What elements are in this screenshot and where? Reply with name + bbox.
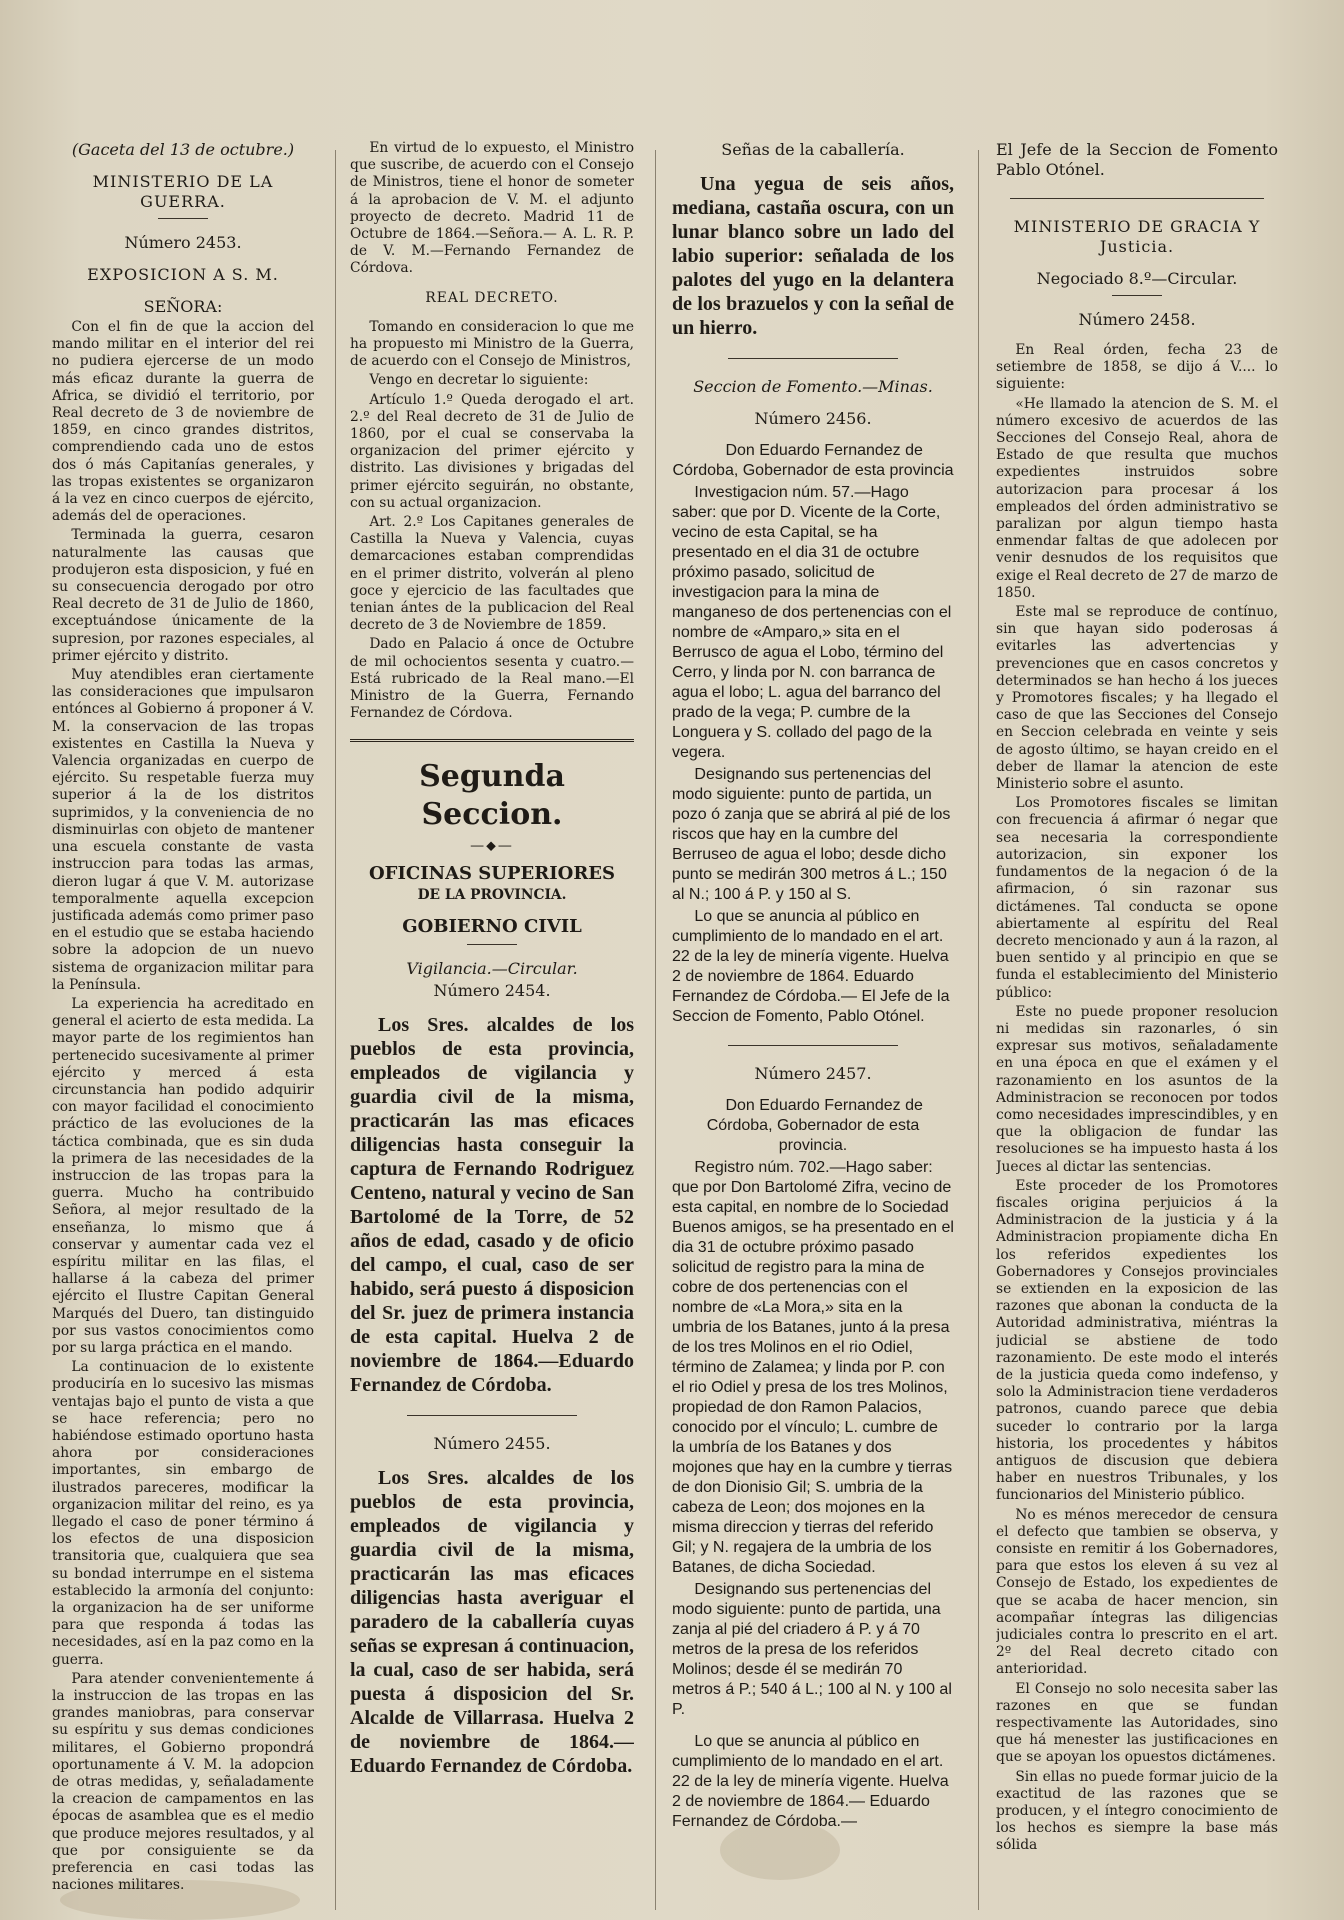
separator: [728, 358, 897, 359]
notice-text: Los Sres. alcaldes de los pueblos de esta provincia, empleados de vigilancia y guardia civil de la misma, practicarán las mas eficaces diligencias hasta averiguar el paradero de la caballería cuyas señas se expresan á continuacion, la cual, caso de ser habida, será puesta á disposicion del Sr. Alcalde de Villarrasa. Huelva 2 de noviembre de 1864.—Eduardo Fernandez de Córdoba.: [350, 1466, 634, 1777]
paragraph: La experiencia ha acreditado en general el acierto de esta medida. La mayor parte de los regimientos han pertenecido sucesivamente al primer ejército y merced á esta circunstancia han podido adquirir con mayor facilidad el conocimiento práctico de las evoluciones de la táctica combinada, que es sin duda la primera de las necesidades de la instruccion de las tropas para la guerra. Mucho ha contribuido Señora, al mejor resultado de la enseñanza, lo mismo que á conservar y aumentar cada vez el espíritu militar en las filas, el hallarse á la cabeza del primer ejército el Ilustre Capitan General Marqués del Duero, tan distinguido por sus vastos conocimientos como por su larga práctica en el mando.: [52, 995, 314, 1356]
governor-line: Don Eduardo Fernandez de Córdoba, Gobernador de esta provincia: [672, 442, 954, 479]
offices-heading: OFICINAS SUPERIORES: [369, 862, 615, 884]
real-decreto-heading: REAL DECRETO.: [425, 289, 559, 306]
salutation: SEÑORA:: [143, 297, 223, 316]
paragraph: Designando sus pertenencias del modo siguiente: punto de partida, un pozo ó zanja que se abrirá al pié de los riscos que hay en la cumbre del Berruseo de agua el lobo; desde dicho punto se medirán 300 metros á L.; 150 al N.; 100 á P. y 150 al S.: [672, 766, 951, 903]
paragraph: En Real órden, fecha 23 de setiembre de 1858, se dijo á V.... lo siguiente:: [996, 342, 1278, 393]
article-number: Número 2454.: [433, 980, 551, 1000]
separator: [728, 1045, 897, 1046]
paragraph: No es ménos merecedor de censura el defecto que tambien se observa, y consiste en remitir á los Gobernadores, para que estos los eleven á su vez al Consejo de Estado, los expedientes de que se acaba de hacer mencion, sin acompañar íntegras las diligencias judiciales contra lo prescrito en el art. 2º del Real decreto citado con anterioridad.: [996, 1506, 1278, 1678]
column-3: [672, 140, 954, 1920]
ministry-heading: MINISTERIO DE LA GUERRA.: [92, 172, 274, 211]
paragraph: Para atender convenientemente á la instruccion de las tropas en las grandes maniobras, para conservar su espíritu y sus demas condiciones militares, el Gobierno propondrá oportunamente á V. M. la adopcion de otras medidas, y, señaladamente la creacion de campamentos en las épocas de asamblea que es el medio que produce mejores resultados, y al que por consiguiente se da preferencia en casi todas las naciones militares.: [52, 1670, 314, 1894]
governor-line: Don Eduardo Fernandez de Córdoba, Gobernador de esta provincia.: [706, 1097, 923, 1154]
paragraph: Este proceder de los Promotores fiscales origina perjuicios á la Administracion de la justicia y á la Administracion propiamente dicha En los referidos expedientes los Gobernadores y Consejos provinciales se extienden en la exposicion de las razones que abonan la conducta de la Autoridad administrativa, miéntras la judicial se abstiene de todo razonamiento. De este modo el interés de la justicia queda como indefenso, y solo la Administracion tiene verdaderos patronos, cuando parece que debia suceder lo contrario por la larga historia, los procedentes y hábitos antiguos de discusion que debiera haber en nuestros Tribunales, y los funcionarios del Ministerio público.: [996, 1177, 1278, 1504]
paragraph: Los Promotores fiscales se limitan con frecuencia á afirmar ó negar que sea necesaria la correspondiente autorizacion, sin exponer los fundamentos de la negacion ó de la afirmacion, ó sin razonar sus dictámenes. Tal conducta se opone abiertamente al espíritu del Real decreto mencionado y aun á la razon, al buen sentido y al principio en que se funda el establecimiento del Ministerio público:: [996, 795, 1278, 1001]
paragraph: Artículo 1.º Queda derogado el art. 2.º del Real decreto de 31 de Julio de 1860, por el cual se conservaba la organizacion del primer ejército y distrito. Las divisiones y brigadas del primer ejército seguirán, no obstante, con su actual organizacion.: [350, 391, 634, 511]
section-title: Segunda Seccion.: [419, 758, 565, 832]
province-subheading: DE LA PROVINCIA.: [417, 886, 567, 903]
column-4: [996, 140, 1278, 1920]
vigilance-heading: Vigilancia.—Circular.: [406, 958, 578, 978]
mining-notice-1: [672, 441, 954, 1027]
paragraph: Sin ellas no puede formar juicio de la exactitud de las razones que se producen, y el íntegro conocimiento de los hechos es siempre la base más sólida: [996, 1768, 1278, 1854]
paragraph: Designando sus pertenencias del modo siguiente: punto de partida, una zanja al pié del criadero á P. y á 70 metros de la presa de los referidos Molinos; desde él se medirán 70 metros á P.; 540 á L.; 100 al N. y 100 al P.: [672, 1581, 952, 1718]
horse-description: Una yegua de seis años, mediana, castaña oscura, con un lunar blanco sobre un lado del labio superior: señalada de los palotes del yugo en la delantera de los brazuelos y con la señal de un hierro.: [672, 173, 954, 339]
exposition-heading: EXPOSICION A S. M.: [87, 265, 279, 284]
paragraph: Registro núm. 702.—Hago saber: que por Don Bartolomé Zifra, vecino de esta capital, en nombre de lo Sociedad Buenos amigos, se ha presentado en el dia 31 de octubre próximo pasado solicitud de registro para la mina de cobre de dos pertenencias con el nombre de «La Mora,» sita en la umbria de los Batanes, junto á la presa de los tres Molinos en el rio Odiel, término de Zalamea; y linda por P. con el rio Odiel y presa de los tres Molinos, propiedad de don Ramon Palacios, conocido por el vínculo; L. cumbre de la umbría de los Batanes y dos mojones que hay en la cumbre y tierras de don Dionisio Gil; S. umbria de la cabeza de Leon; dos mojones en la misma direccion y tierras del referido Gil; y N. regajera de la umbria de los Batanes, de dicha Sociedad.: [672, 1159, 954, 1576]
paragraph: Este mal se reproduce de contínuo, sin que hayan sido poderosas á evitarles las advertencias y prevenciones que en casos concretos y determinados se han hecho á los jueces y Promotores fiscales; y ha llegado el caso de que las Secciones del Consejo en Seccion celebrada en veinte y seis de agosto último, se hayan creido en el deber de llamar la atencion de este Ministerio sobre el asunto.: [996, 604, 1278, 793]
article-number: Número 2456.: [754, 409, 872, 428]
paragraph: Investigacion núm. 57.—Hago saber: que por D. Vicente de la Corte, vecino de esta Capital, se ha presentado en el dia 31 de octubre próximo pasado, solicitud de investigacion para la mina de manganeso de dos pertenencias con el nombre de «Amparo,» sita en el Berrusco de agua el Lobo, término del Cerro, y linda por N. con barranca de agua el lobo; L. agua del barranco del prado de la vega; P. cumbre de la Longuera y S. collado del pago de la vegera.: [672, 484, 952, 761]
column-rule: [978, 150, 979, 1910]
separator: [467, 944, 517, 945]
paragraph: La continuacion de lo existente produciría en lo sucesivo las mismas ventajas bajo el punto de vista a que se hace referencia; pero no habiéndose estimado oportuno hasta ahora por consideraciones importantes, sin embargo de ilustrados pareceres, modificar la organizacion militar del reino, es ya llegado el caso de poner término á los efectos de una disposicion transitoria que, cualquiera que sea su bondad interrumpe en el sistema establecido la armonía del conjunto: la organizacion ha de ser uniforme para que responda á todas las necesidades, así en la paz como en la guerra.: [52, 1359, 314, 1668]
paragraph: Lo que se anuncia al público en cumplimiento de lo mandado en el art. 22 de la ley de minería vigente. Huelva 2 de noviembre de 1864. Eduardo Fernandez de Córdoba.— El Jefe de la Seccion de Fomento, Pablo Otónel.: [672, 908, 950, 1025]
paragraph: Art. 2.º Los Capitanes generales de Castilla la Nueva y Valencia, cuyas demarcaciones estaban comprendidas en el primer distrito, volverán al pleno goce y ejercicio de las facultades que tenian ántes de la publicacion del Real decreto de 3 de Noviembre de 1859.: [350, 514, 634, 634]
paragraph: Terminada la guerra, cesaron naturalmente las causas que produjeron esta disposicion, y fué en su consecuencia derogado por otro Real decreto de 31 de Julio de 1860, exceptuándose únicamente de la supresion, por razones especiales, al primer ejército y distrito.: [52, 527, 314, 664]
paragraph: Tomando en consideracion lo que me ha propuesto mi Ministro de la Guerra, de acuerdo con el Consejo de Ministros,: [350, 318, 634, 370]
column-rule: [655, 150, 656, 1910]
separator: [1010, 198, 1264, 199]
separator: [407, 1415, 577, 1416]
notice-text: Los Sres. alcaldes de los pueblos de esta provincia, empleados de vigilancia y guardia civil de la misma, practicarán las mas eficaces diligencias hasta conseguir la captura de Fernando Rodriguez Centeno, natural y vecino de San Bartolomé de la Torre, de 52 años de edad, casado y de oficio del campo, el cual, caso de ser habido, será puesto á disposicion del Sr. juez de primera instancia de esta capital. Huelva 2 de noviembre de 1864.—Eduardo Fernandez de Córdoba.: [350, 1013, 634, 1396]
civil-government-heading: GOBIERNO CIVIL: [402, 915, 582, 937]
article-number: Número 2458.: [1078, 310, 1196, 329]
mining-notice-2: [672, 1096, 954, 1832]
negociado-heading: Negociado 8.º—Circular.: [1036, 269, 1238, 288]
paragraph: «He llamado la atencion de S. M. el número excesivo de acuerdos de las Secciones del Consejo Real, ahora de Estado de que resulta que muchos expedientes instruidos sobre autorizacion para procesar á los empleados del órden administrativo se paralizan por algun tiempo hasta enmendar faltas de que adolecen por venir desnudos de los requisitos que exige el Real decreto de 27 de marzo de 1850.: [996, 395, 1278, 601]
paragraph: El Consejo no solo necesita saber las razones en que se fundan respectivamente las Autoridades, sino que há menester las justificaciones en que se apoyan los opuestos dictámenes.: [996, 1680, 1278, 1766]
article-number: Número 2457.: [754, 1064, 872, 1083]
column-rule: [335, 150, 336, 1910]
section-rule: [350, 739, 634, 742]
signature-line: El Jefe de la Seccion de Fomento Pablo Otónel.: [996, 140, 1278, 179]
paragraph: En virtud de lo expuesto, el Ministro que suscribe, de acuerdo con el Consejo de Ministros, tiene el honor de someter á la aprobacion de V. M. el adjunto proyecto de decreto. Madrid 11 de Octubre de 1864.—Señora.— A. L. R. P. de V. M.—Fernando Fernandez de Córdova.: [350, 140, 634, 277]
fomento-heading: Seccion de Fomento.—Minas.: [693, 377, 933, 396]
paragraph: Con el fin de que la accion del mando militar en el interior del rei no pudiera ejercerse de un modo más eficaz durante la guerra de Africa, se dividió el territorio, por Real decreto de 3 de noviembre de 1859, en cinco grandes distritos, comprendiendo cada uno de estos dos ó más Capitanías generales, y las tropas existentes se organizaron á la vez en cinco cuerpos de ejército, además del de operaciones.: [52, 319, 314, 525]
paragraph: Lo que se anuncia al público en cumplimiento de lo mandado en el art. 22 de la ley de minería vigente. Huelva 2 de noviembre de 1864.— Eduardo Fernandez de Córdoba.—: [672, 1733, 949, 1830]
column-2: [350, 140, 634, 1920]
ministry-heading: MINISTERIO DE GRACIA Y Justicia.: [1013, 217, 1261, 256]
article-number: Número 2455.: [433, 1433, 551, 1453]
ornament: —⬥—: [470, 837, 514, 854]
column-1: [52, 140, 314, 1920]
paragraph: Este no puede proponer resolucion ni medidas sin razonarles, ó sin expresar sus motivos, señaladamente en una época en que el exámen y el razonamiento en los asuntos de la Administracion se reconocen por todos como necesidades imprescindibles, y en que la obligacion de fundar las resoluciones se ha impuesto hasta á los Jueces al dictar las sentencias.: [996, 1003, 1278, 1175]
description-heading: Señas de la caballería.: [721, 140, 905, 159]
paragraph: Muy atendibles eran ciertamente las consideraciones que impulsaron entónces al Gobierno á proponer á V. M. la conservacion de las tropas existentes en Castilla la Nueva y Valencia organizadas en cuerpo de ejército. Su respetable fuerza muy superior á la de los distritos suprimidos, y la conveniencia de no disminuirlas con objeto de mantener una escuela constante de vasta instruccion para todas las armas, dieron lugar á que V. M. autorizase temporalmente aquella excepcion justificada además como primer paso en el estudio que se estaba haciendo sobre la adopcion de un nuevo sistema de organizacion militar para la Península.: [52, 667, 314, 993]
paragraph: Dado en Palacio á once de Octubre de mil ochocientos sesenta y cuatro.— Está rubricado de la Real mano.—El Ministro de la Guerra, Fernando Fernandez de Córdova.: [350, 636, 634, 722]
gazette-date: (Gaceta del 13 de octubre.): [71, 140, 295, 159]
separator: [158, 218, 208, 219]
article-number: Número 2453.: [124, 233, 242, 252]
separator: [1112, 295, 1162, 296]
paragraph: Vengo en decretar lo siguiente:: [369, 372, 589, 389]
